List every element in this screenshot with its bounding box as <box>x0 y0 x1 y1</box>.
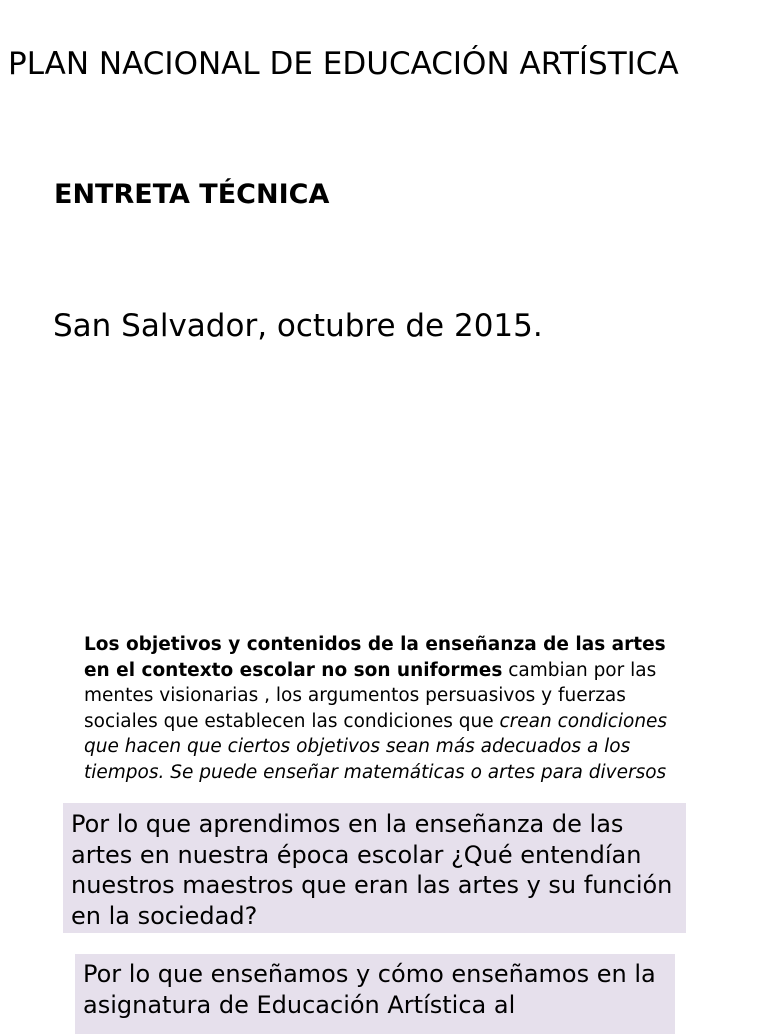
document-title: PLAN NACIONAL DE EDUCACIÓN ARTÍSTICA <box>8 46 679 82</box>
document-subtitle: ENTRETA TÉCNICA <box>54 179 330 210</box>
question-box-1 <box>63 803 686 933</box>
paragraph-bold-text: Los objetivos y contenidos de la enseñanza de las artes en el contexto escolar no son uniformes <box>84 634 666 681</box>
paragraph-regular-text: cambian por las mentes visionarias , los argumentos persuasivos y fuerzas sociales que establecen las condiciones que <box>84 659 657 732</box>
paragraph-italic-text: crean condiciones que hacen que ciertos objetivos sean más adecuados a los tiempos. Se puede enseñar matemáticas o artes para diversos <box>84 710 668 783</box>
objectives-paragraph <box>84 632 684 806</box>
question-box-2 <box>75 954 675 1034</box>
question-text: Por lo que aprendimos en la enseñanza de las artes en nuestra época escolar ¿Qué entendían nuestros maestros que eran las artes y su función en la sociedad? <box>71 810 673 930</box>
question-text: Por lo que enseñamos y cómo enseñamos en la asignatura de Educación Artística al <box>83 960 656 1019</box>
date-location-line: San Salvador, octubre de 2015. <box>53 308 543 344</box>
